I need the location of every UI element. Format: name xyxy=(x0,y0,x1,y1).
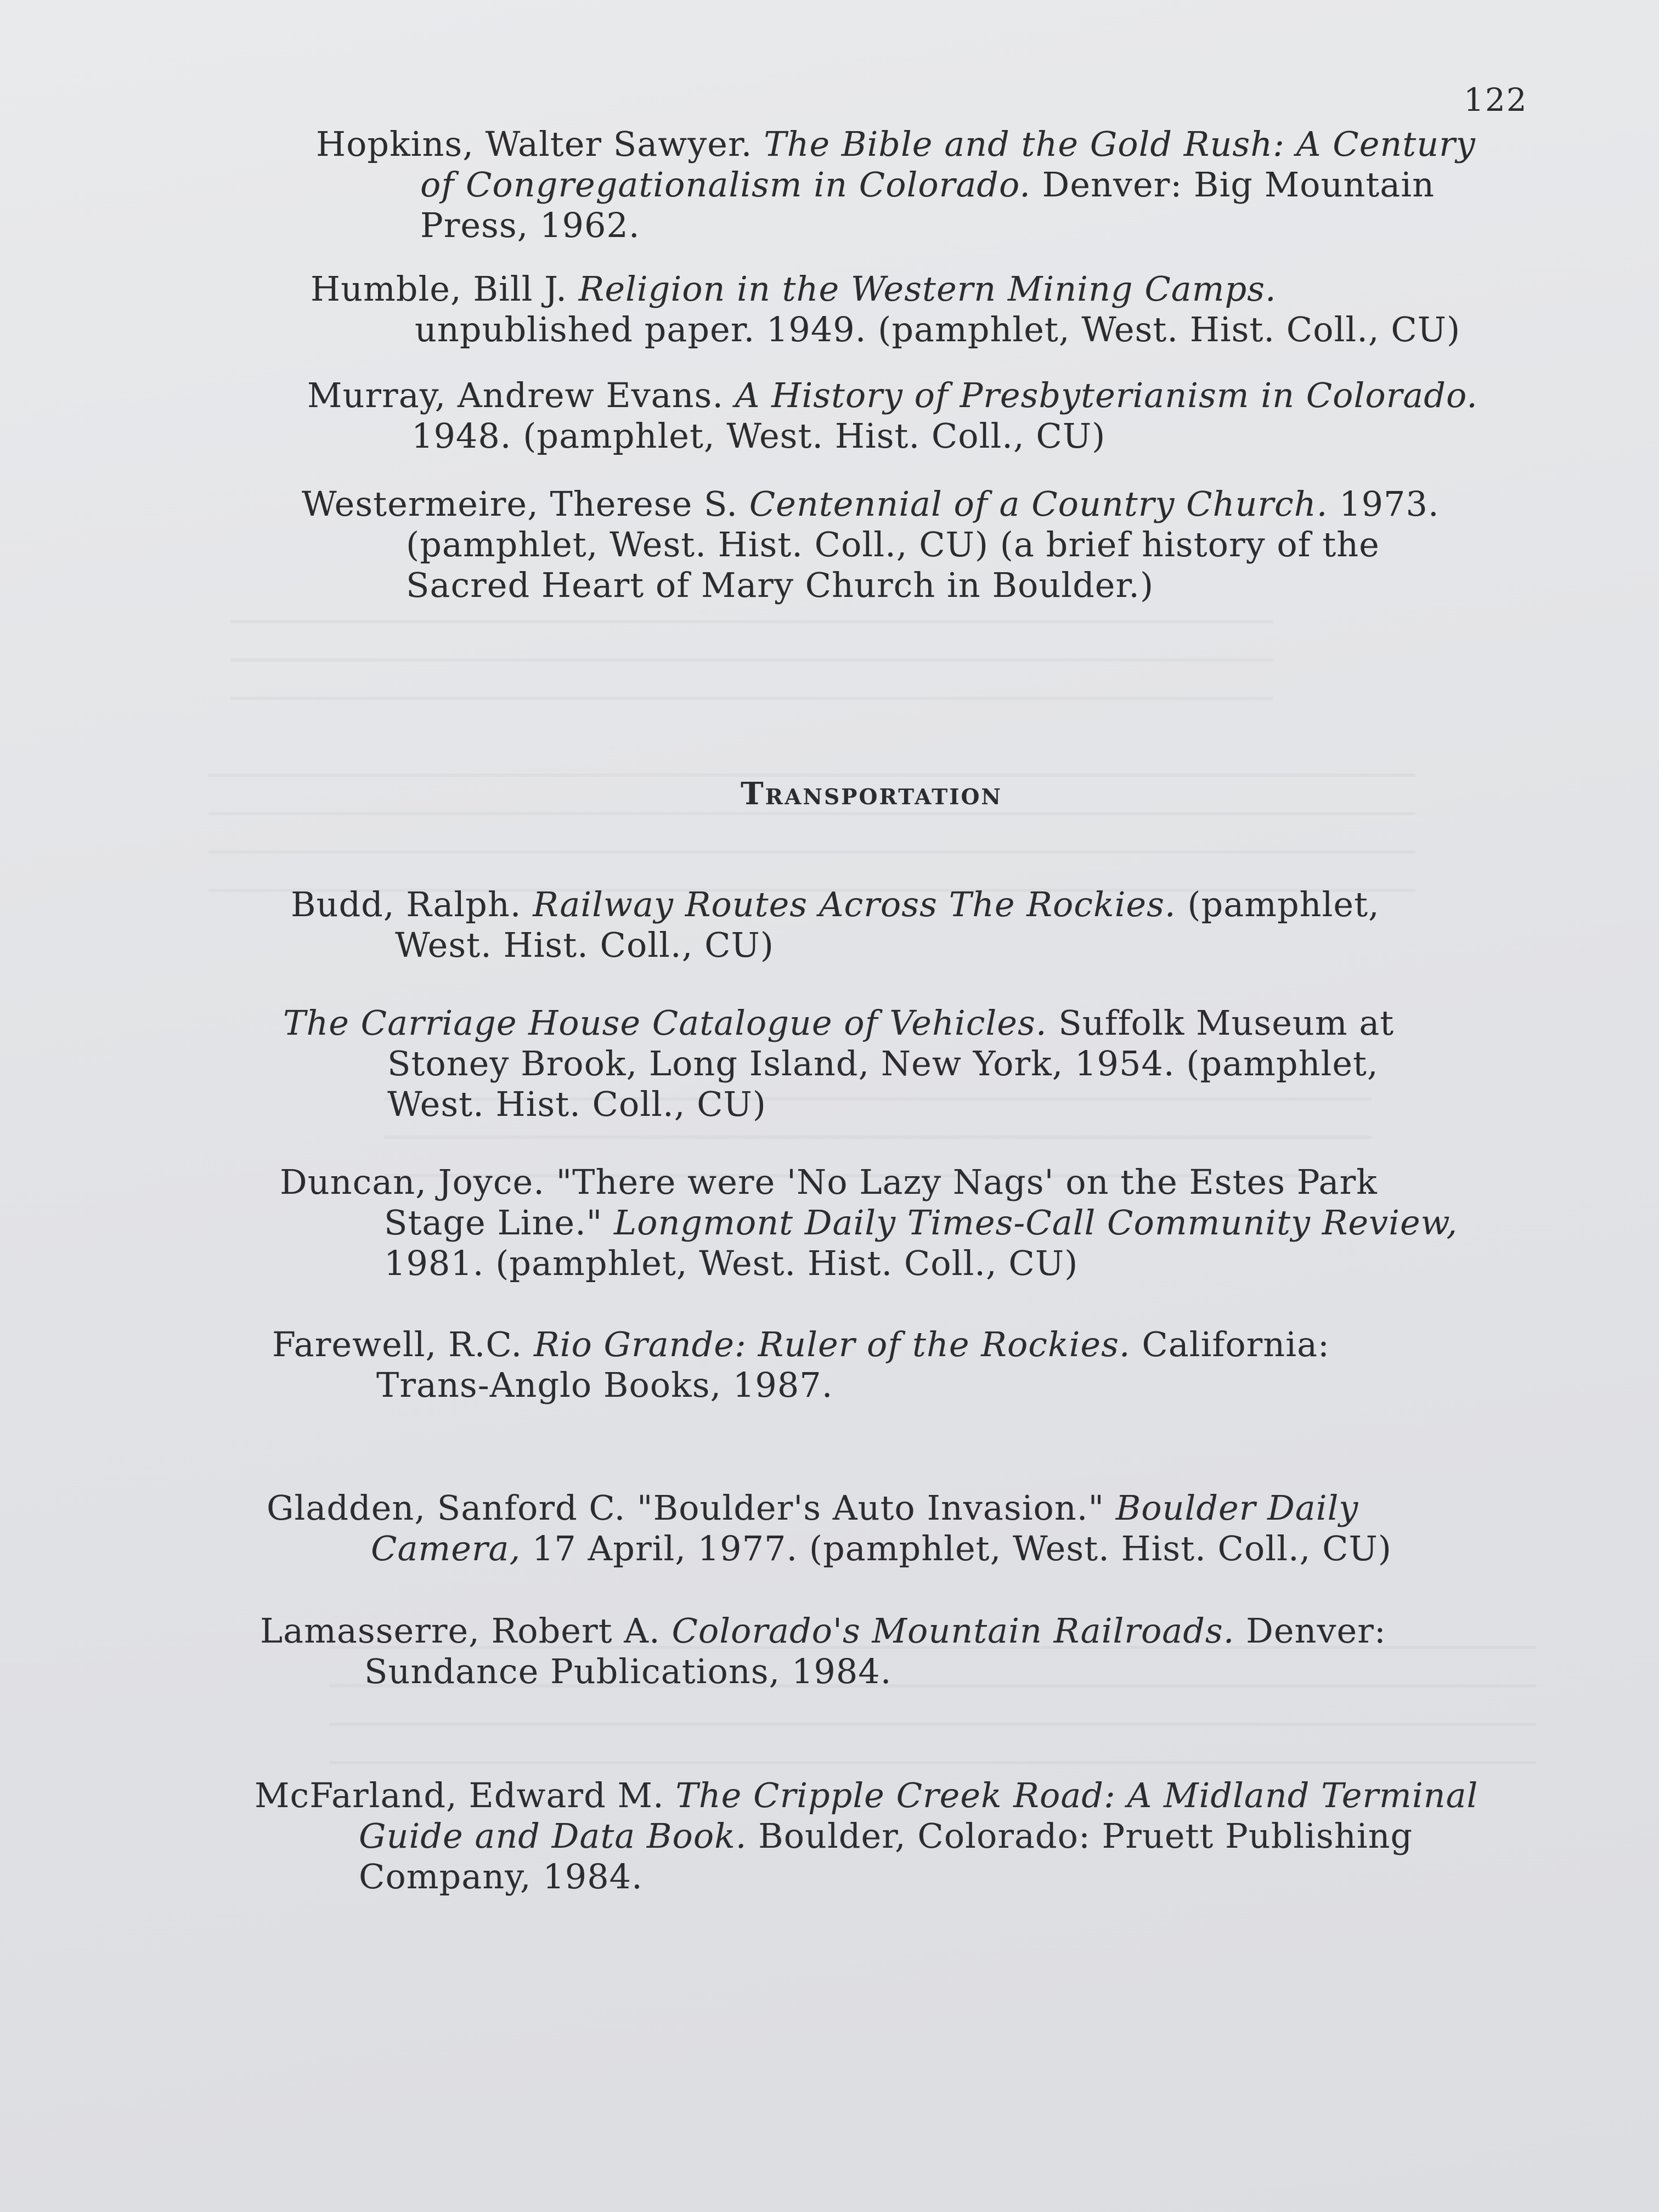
entry-title: A History of Presbyterianism in Colorado. xyxy=(735,375,1478,415)
bibliography-entry xyxy=(267,1488,1496,1569)
entry-author: Lamasserre, Robert A. xyxy=(260,1611,672,1651)
entry-title: Rio Grande: Ruler of the Rockies. xyxy=(533,1324,1131,1364)
entry-title: Centennial of a Country Church. xyxy=(749,484,1328,524)
entry-title: Longmont Daily Times-Call Community Review, xyxy=(614,1203,1458,1243)
bleed-through-texture xyxy=(230,620,1273,735)
entry-author: Humble, Bill J. xyxy=(311,269,579,309)
entry-details: 1973. (pamphlet, West. Hist. Coll., CU) (a brief history of the Sacred Heart of Mary Church in Boulder.) xyxy=(406,484,1440,605)
bibliography-entry xyxy=(283,1003,1474,1125)
entry-details: Boulder, Colorado: Pruett Publishing Company, 1984. xyxy=(359,1816,1413,1897)
entry-details: 1981. (pamphlet, West. Hist. Coll., CU) xyxy=(384,1243,1079,1283)
section-heading: Transportation xyxy=(741,776,1003,812)
bibliography-entry xyxy=(291,884,1459,966)
entry-author: McFarland, Edward M. xyxy=(255,1775,676,1815)
entry-details: Denver: Sundance Publications, 1984. xyxy=(364,1611,1386,1691)
entry-title: Boulder Daily Camera, xyxy=(371,1488,1359,1568)
entry-details: Suffolk Museum at Stoney Brook, Long Island, New York, 1954. (pamphlet, West. Hist. Coll., CU) xyxy=(387,1003,1395,1124)
entry-author: Budd, Ralph. xyxy=(291,884,533,924)
bibliography-entry xyxy=(316,124,1485,246)
entry-author: Gladden, Sanford C. "Boulder's Auto Invasion." xyxy=(267,1488,1116,1528)
entry-author: Duncan, Joyce. "There were 'No Lazy Nags' on the Estes Park Stage Line." xyxy=(280,1162,1378,1243)
bibliography-entry xyxy=(255,1775,1516,1897)
entry-title: The Bible and the Gold Rush: A Century of Congregationalism in Colorado. xyxy=(420,124,1476,205)
entry-author: Farewell, R.C. xyxy=(272,1324,534,1364)
page-number: 122 xyxy=(1464,81,1528,119)
bibliography-entry xyxy=(302,484,1492,606)
bibliography-entry xyxy=(260,1611,1467,1692)
entry-title: Colorado's Mountain Railroads. xyxy=(672,1611,1235,1651)
bibliography-entry xyxy=(280,1162,1476,1284)
bibliography-entry xyxy=(307,375,1514,456)
entry-details: 17 April, 1977. (pamphlet, West. Hist. Coll., CU) xyxy=(521,1528,1392,1568)
entry-details: Denver: Big Mountain Press, 1962. xyxy=(420,165,1435,245)
entry-author: Murray, Andrew Evans. xyxy=(307,375,735,415)
entry-details: unpublished paper. 1949. (pamphlet, West. Hist. Coll., CU) xyxy=(415,309,1461,349)
entry-title: The Cripple Creek Road: A Midland Terminal Guide and Data Book. xyxy=(359,1775,1479,1856)
entry-title: The Carriage House Catalogue of Vehicles. xyxy=(283,1003,1047,1043)
entry-author: Westermeire, Therese S. xyxy=(302,484,749,524)
bibliography-entry xyxy=(272,1324,1452,1406)
bibliography-entry xyxy=(311,269,1490,350)
entry-details: (pamphlet, West. Hist. Coll., CU) xyxy=(395,884,1380,965)
entry-author: Hopkins, Walter Sawyer. xyxy=(316,124,764,164)
entry-title: Religion in the Western Mining Camps. xyxy=(578,269,1277,309)
entry-title: Railway Routes Across The Rockies. xyxy=(533,884,1176,924)
entry-details: California: Trans-Anglo Books, 1987. xyxy=(376,1324,1330,1405)
entry-details: 1948. (pamphlet, West. Hist. Coll., CU) xyxy=(411,416,1106,456)
